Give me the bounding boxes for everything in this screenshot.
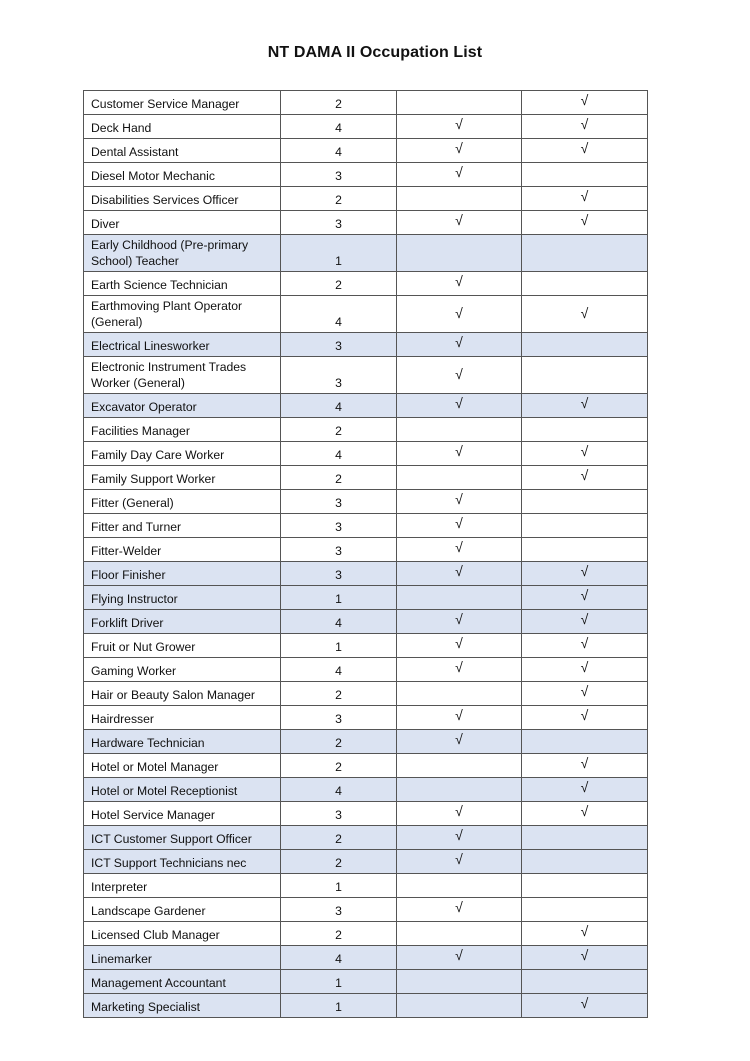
check-cell-col3 [397,994,522,1018]
check-cell-col3 [397,187,522,211]
occupation-cell: ICT Support Technicians nec [84,850,281,874]
check-cell-col4: √ [522,658,648,682]
table-row [84,139,648,163]
level-cell: 1 [281,994,397,1018]
check-cell-col4: √ [522,187,648,211]
table-row [84,163,648,187]
check-cell-col4: √ [522,922,648,946]
check-cell-col4: √ [522,706,648,730]
table-row [84,272,648,296]
check-cell-col4 [522,418,648,442]
check-cell-col4: √ [522,442,648,466]
check-cell-col3: √ [397,658,522,682]
check-cell-col3: √ [397,850,522,874]
occupation-cell: Facilities Manager [84,418,281,442]
level-cell: 4 [281,778,397,802]
table-row [84,115,648,139]
occupation-cell: Floor Finisher [84,562,281,586]
level-cell: 3 [281,802,397,826]
level-cell: 4 [281,658,397,682]
table-row [84,706,648,730]
table-row [84,826,648,850]
check-cell-col3: √ [397,538,522,562]
check-cell-col4: √ [522,115,648,139]
check-cell-col3 [397,91,522,115]
occupation-cell: Earthmoving Plant Operator (General) [84,296,281,333]
level-cell: 2 [281,754,397,778]
check-cell-col3: √ [397,442,522,466]
check-cell-col3: √ [397,333,522,357]
occupation-cell: Family Day Care Worker [84,442,281,466]
check-cell-col4: √ [522,610,648,634]
level-cell: 1 [281,235,397,272]
table-row [84,946,648,970]
check-cell-col4: √ [522,139,648,163]
table-row [84,754,648,778]
check-cell-col3: √ [397,826,522,850]
check-cell-col4: √ [522,91,648,115]
check-cell-col3: √ [397,490,522,514]
level-cell: 2 [281,466,397,490]
level-cell: 2 [281,682,397,706]
level-cell: 1 [281,970,397,994]
table-row [84,514,648,538]
check-cell-col4: √ [522,754,648,778]
table-row [84,994,648,1018]
occupation-cell: Flying Instructor [84,586,281,610]
table-row [84,538,648,562]
level-cell: 3 [281,490,397,514]
occupation-cell: Hotel or Motel Manager [84,754,281,778]
level-cell: 2 [281,850,397,874]
level-cell: 2 [281,272,397,296]
check-cell-col4 [522,490,648,514]
check-cell-col3 [397,466,522,490]
occupation-cell: Gaming Worker [84,658,281,682]
check-cell-col3: √ [397,562,522,586]
level-cell: 3 [281,514,397,538]
occupation-cell: Landscape Gardener [84,898,281,922]
check-cell-col3: √ [397,706,522,730]
check-cell-col4: √ [522,946,648,970]
check-cell-col3: √ [397,139,522,163]
check-cell-col4: √ [522,211,648,235]
occupation-cell: Disabilities Services Officer [84,187,281,211]
level-cell: 2 [281,730,397,754]
table-row [84,91,648,115]
table-row [84,235,648,272]
check-cell-col4 [522,235,648,272]
level-cell: 4 [281,115,397,139]
level-cell: 2 [281,187,397,211]
occupation-cell: Fitter (General) [84,490,281,514]
occupation-table-body [84,91,648,1018]
check-cell-col4 [522,272,648,296]
table-row [84,922,648,946]
table-row [84,211,648,235]
occupation-cell: Electrical Linesworker [84,333,281,357]
level-cell: 3 [281,706,397,730]
check-cell-col3 [397,922,522,946]
table-row [84,730,648,754]
occupation-cell: Hardware Technician [84,730,281,754]
level-cell: 3 [281,211,397,235]
check-cell-col3 [397,778,522,802]
check-cell-col3: √ [397,514,522,538]
occupation-cell: Fruit or Nut Grower [84,634,281,658]
occupation-cell: Dental Assistant [84,139,281,163]
table-row [84,610,648,634]
level-cell: 4 [281,296,397,333]
check-cell-col4: √ [522,394,648,418]
occupation-table [83,90,648,1018]
level-cell: 4 [281,442,397,466]
check-cell-col4 [522,970,648,994]
table-row [84,658,648,682]
table-row [84,296,648,333]
table-row [84,418,648,442]
occupation-cell: Diesel Motor Mechanic [84,163,281,187]
check-cell-col3: √ [397,730,522,754]
check-cell-col4: √ [522,994,648,1018]
check-cell-col4 [522,514,648,538]
table-row [84,187,648,211]
check-cell-col3: √ [397,610,522,634]
level-cell: 4 [281,946,397,970]
level-cell: 1 [281,586,397,610]
occupation-cell: Family Support Worker [84,466,281,490]
occupation-cell: ICT Customer Support Officer [84,826,281,850]
check-cell-col4 [522,874,648,898]
check-cell-col4 [522,163,648,187]
level-cell: 4 [281,394,397,418]
table-row [84,850,648,874]
level-cell: 1 [281,874,397,898]
check-cell-col3 [397,682,522,706]
occupation-cell: Hotel or Motel Receptionist [84,778,281,802]
level-cell: 3 [281,357,397,394]
check-cell-col3 [397,418,522,442]
check-cell-col4: √ [522,634,648,658]
occupation-cell: Electronic Instrument Trades Worker (General) [84,357,281,394]
occupation-cell: Customer Service Manager [84,91,281,115]
check-cell-col3 [397,235,522,272]
check-cell-col4: √ [522,802,648,826]
check-cell-col4 [522,333,648,357]
table-row [84,874,648,898]
check-cell-col3: √ [397,296,522,333]
check-cell-col4: √ [522,586,648,610]
occupation-cell: Hairdresser [84,706,281,730]
level-cell: 2 [281,922,397,946]
table-row [84,442,648,466]
level-cell: 3 [281,898,397,922]
table-row [84,778,648,802]
table-row [84,333,648,357]
occupation-cell: Early Childhood (Pre-primary School) Teacher [84,235,281,272]
check-cell-col4 [522,826,648,850]
check-cell-col3 [397,970,522,994]
check-cell-col3 [397,874,522,898]
check-cell-col3: √ [397,272,522,296]
occupation-cell: Linemarker [84,946,281,970]
table-row [84,682,648,706]
page-title: NT DAMA II Occupation List [267,44,483,61]
table-row [84,802,648,826]
check-cell-col3: √ [397,802,522,826]
level-cell: 3 [281,163,397,187]
occupation-cell: Diver [84,211,281,235]
table-row [84,634,648,658]
check-cell-col3: √ [397,115,522,139]
occupation-cell: Interpreter [84,874,281,898]
level-cell: 2 [281,826,397,850]
level-cell: 3 [281,333,397,357]
check-cell-col3 [397,586,522,610]
occupation-cell: Forklift Driver [84,610,281,634]
check-cell-col4: √ [522,682,648,706]
level-cell: 4 [281,610,397,634]
level-cell: 4 [281,139,397,163]
level-cell: 1 [281,634,397,658]
check-cell-col4: √ [522,296,648,333]
table-row [84,490,648,514]
check-cell-col4 [522,850,648,874]
check-cell-col4 [522,538,648,562]
table-row [84,394,648,418]
table-row [84,898,648,922]
occupation-cell: Licensed Club Manager [84,922,281,946]
check-cell-col4 [522,898,648,922]
level-cell: 2 [281,418,397,442]
occupation-cell: Hotel Service Manager [84,802,281,826]
table-row [84,466,648,490]
occupation-cell: Management Accountant [84,970,281,994]
check-cell-col4 [522,357,648,394]
check-cell-col4 [522,730,648,754]
check-cell-col3: √ [397,211,522,235]
occupation-cell: Deck Hand [84,115,281,139]
check-cell-col4: √ [522,562,648,586]
check-cell-col4: √ [522,466,648,490]
check-cell-col4: √ [522,778,648,802]
occupation-cell: Hair or Beauty Salon Manager [84,682,281,706]
table-row [84,357,648,394]
table-row [84,586,648,610]
check-cell-col3: √ [397,946,522,970]
table-row [84,562,648,586]
occupation-cell: Excavator Operator [84,394,281,418]
check-cell-col3: √ [397,394,522,418]
table-row [84,970,648,994]
occupation-cell: Fitter and Turner [84,514,281,538]
occupation-cell: Earth Science Technician [84,272,281,296]
check-cell-col3: √ [397,634,522,658]
check-cell-col3: √ [397,163,522,187]
occupation-cell: Fitter-Welder [84,538,281,562]
level-cell: 3 [281,562,397,586]
level-cell: 2 [281,91,397,115]
occupation-cell: Marketing Specialist [84,994,281,1018]
check-cell-col3 [397,754,522,778]
level-cell: 3 [281,538,397,562]
check-cell-col3: √ [397,357,522,394]
check-cell-col3: √ [397,898,522,922]
